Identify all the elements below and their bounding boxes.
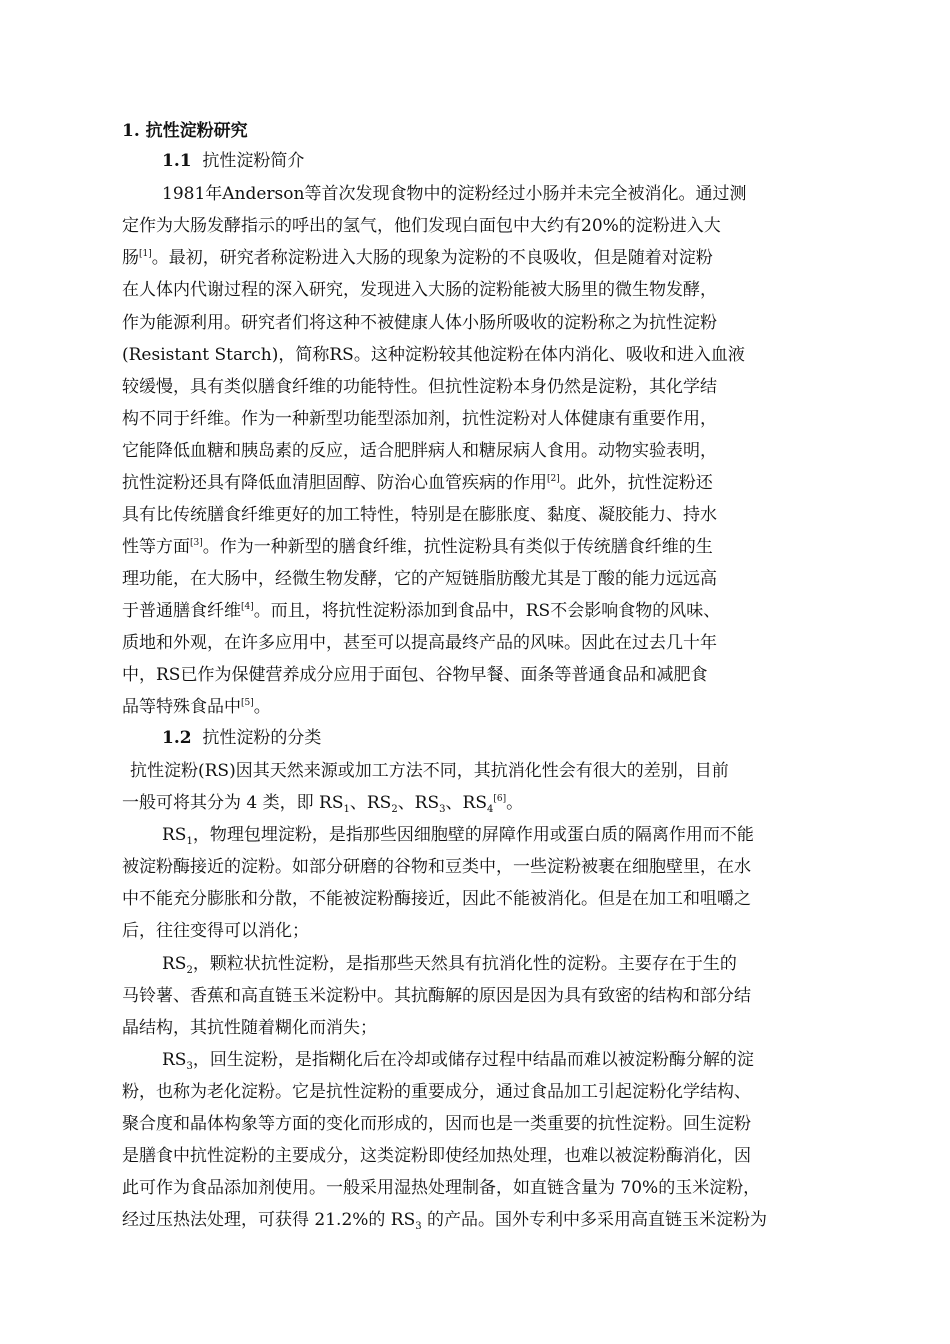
text: ，物理包埋淀粉，是指那些因细胞壁的屏障作用或蛋白质的隔离作用而不能	[192, 825, 754, 845]
subsection-number: 1.1	[162, 151, 192, 171]
text: 。	[506, 793, 524, 813]
paragraph-line: 理功能，在大肠中，经微生物发酵，它的产短链脂肪酸尤其是丁酸的能力远远高	[122, 569, 717, 589]
paragraph-line: 被淀粉酶接近的淀粉。如部分研磨的谷物和豆类中，一些淀粉被裹在细胞壁里，在水	[122, 857, 751, 877]
paragraph-line: 质地和外观，在许多应用中，甚至可以提高最终产品的风味。因此在过去几十年	[122, 633, 717, 653]
paragraph-line: 作为能源利用。研究者们将这种不被健康人体小肠所吸收的淀粉称之为抗性淀粉	[122, 313, 717, 333]
paragraph-line: 中，RS已作为保健营养成分应用于面包、谷物早餐、面条等普通食品和减肥食	[122, 665, 708, 685]
citation-ref: [5]	[241, 698, 254, 708]
text: ，回生淀粉，是指糊化后在冷却或储存过程中结晶而难以被淀粉酶分解的淀	[192, 1050, 754, 1070]
paragraph-line: 中不能充分膨胀和分散，不能被淀粉酶接近，因此不能被消化。但是在加工和咀嚼之	[122, 889, 751, 909]
paragraph-line	[122, 793, 523, 813]
text: ，颗粒状抗性淀粉，是指那些天然具有抗消化性的淀粉。主要存在于生的	[192, 954, 737, 974]
paragraph-line: 具有比传统膳食纤维更好的加工特性，特别是在膨胀度、黏度、凝胶能力、持水	[122, 505, 717, 525]
subsection-number: 1.2	[162, 728, 192, 748]
text: 抗性淀粉还具有降低血清胆固醇、防治心血管疾病的作用	[122, 473, 547, 493]
text: 性等方面	[122, 537, 190, 557]
paragraph-line: 晶结构，其抗性随着糊化而消失；	[122, 1018, 377, 1038]
paragraph-line	[162, 825, 754, 845]
paragraph-line: 粉，也称为老化淀粉。它是抗性淀粉的重要成分，通过食品加工引起淀粉化学结构、	[122, 1082, 751, 1102]
section-heading	[122, 121, 248, 141]
paragraph-line: 此可作为食品添加剂使用。一般采用湿热处理制备，如直链含量为 70%的玉米淀粉，	[122, 1178, 761, 1198]
text: 。作为一种新型的膳食纤维，抗性淀粉具有类似于传统膳食纤维的生	[202, 537, 713, 557]
subscript: 3	[439, 804, 446, 815]
paragraph-line	[122, 601, 720, 621]
paragraph-line: 它能降低血糖和胰岛素的反应，适合肥胖病人和糖尿病人食用。动物实验表明，	[122, 441, 717, 461]
paragraph-line	[122, 473, 713, 493]
subscript: 1	[343, 804, 350, 815]
text: 。而且，将抗性淀粉添加到食品中，RS不会影响食物的风味、	[253, 601, 721, 621]
paragraph-line	[122, 537, 713, 557]
paragraph-line: 较缓慢，具有类似膳食纤维的功能特性。但抗性淀粉本身仍然是淀粉，其化学结	[122, 377, 717, 397]
text: 。此外，抗性淀粉还	[559, 473, 713, 493]
paragraph-line: 抗性淀粉(RS)因其天然来源或加工方法不同，其抗消化性会有很大的差别，目前	[130, 761, 729, 781]
paragraph-line: 定作为大肠发酵指示的呼出的氢气，他们发现白面包中大约有20%的淀粉进入大	[122, 216, 721, 236]
text: 的产品。国外专利中多采用高直链玉米淀粉为	[421, 1210, 768, 1230]
citation-ref: [2]	[547, 474, 560, 484]
text: 。	[253, 697, 271, 717]
text: 。最初，研究者称淀粉进入大肠的现象为淀粉的不良吸收，但是随着对淀粉	[151, 248, 713, 268]
text: RS	[162, 1050, 187, 1070]
subsection-heading-1-1	[162, 151, 304, 171]
subscript: 2	[391, 804, 398, 815]
paragraph-line: (Resistant Starch)，简称RS。这种淀粉较其他淀粉在体内消化、吸收和进入血液	[122, 345, 745, 365]
paragraph-line	[122, 1210, 767, 1230]
text: 于普通膳食纤维	[122, 601, 241, 621]
paragraph-line: 马铃薯、香蕉和高直链玉米淀粉中。其抗酶解的原因是因为具有致密的结构和部分结	[122, 986, 751, 1006]
paragraph-line	[122, 248, 713, 268]
subscript: 3	[415, 1221, 422, 1232]
subscript: 3	[186, 1061, 193, 1072]
paragraph-line	[162, 954, 737, 974]
paragraph-line: 在人体内代谢过程的深入研究，发现进入大肠的淀粉能被大肠里的微生物发酵，	[122, 280, 717, 300]
subscript: 1	[186, 836, 193, 847]
paragraph-line: 是膳食中抗性淀粉的主要成分，这类淀粉即使经加热处理，也难以被淀粉酶消化，因	[122, 1146, 751, 1166]
text: 品等特殊食品中	[122, 697, 241, 717]
paragraph-line	[162, 1050, 754, 1070]
section-heading-text: 1. 抗性淀粉研究	[122, 121, 248, 141]
text: RS	[162, 825, 187, 845]
text: RS	[162, 954, 187, 974]
subsection-title: 抗性淀粉的分类	[202, 728, 322, 748]
citation-ref: [1]	[139, 249, 152, 259]
paragraph-line: 构不同于纤维。作为一种新型功能型添加剂，抗性淀粉对人体健康有重要作用，	[122, 409, 717, 429]
paragraph-line: 后，往往变得可以消化；	[122, 921, 309, 941]
subscript: 2	[186, 965, 193, 976]
citation-ref: [3]	[190, 538, 203, 548]
text: 、RS	[349, 793, 392, 813]
subsection-heading-1-2	[162, 728, 321, 748]
subscript: 4	[486, 804, 494, 815]
subsection-title: 抗性淀粉简介	[202, 151, 305, 171]
text: 、RS	[445, 793, 487, 813]
paragraph-line: 1981年Anderson等首次发现食物中的淀粉经过小肠并未完全被消化。通过测	[162, 184, 747, 204]
text: 、RS	[397, 793, 440, 813]
text: 经过压热法处理，可获得 21.2%的 RS	[122, 1210, 416, 1230]
text: 肠	[122, 248, 139, 268]
paragraph-line: 聚合度和晶体构象等方面的变化而形成的，因而也是一类重要的抗性淀粉。回生淀粉	[122, 1114, 751, 1134]
text: 一般可将其分为 4 类，即 RS	[122, 793, 344, 813]
citation-ref: [6]	[493, 794, 507, 804]
paragraph-line	[122, 697, 271, 717]
citation-ref: [4]	[241, 602, 254, 612]
